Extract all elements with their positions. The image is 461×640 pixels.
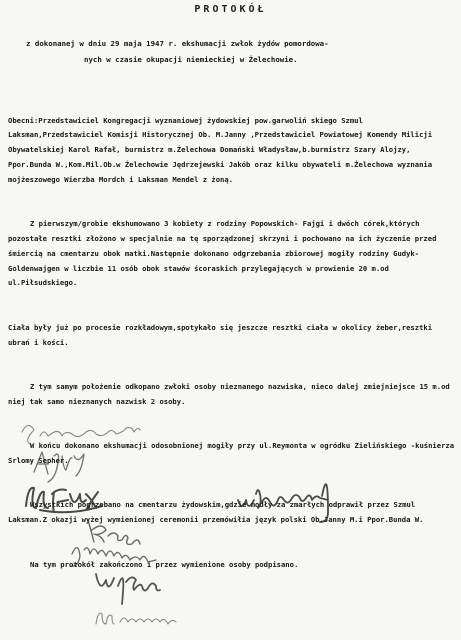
signature-4: [238, 484, 328, 522]
paragraph-unknown-persons: Z tym samym położenie odkopano zwłoki osoby nieznanego nazwiska, nieco dalej zmiejniejsce 15 m.od niej tak samo nieznanych nazwisk 2 osoby.: [8, 381, 455, 406]
signature-6: [70, 547, 156, 566]
signature-3: [26, 488, 102, 512]
signature-1: [22, 425, 140, 444]
signatures-block: [0, 410, 461, 640]
handwritten-signatures: [0, 410, 461, 640]
document-heading: [26, 36, 446, 68]
document-title: PROTOKÓŁ: [194, 4, 267, 15]
signature-8: [96, 613, 176, 624]
paragraph-closing: Na tym protokół zakończono i przez wymienione osoby podpisano.: [30, 559, 299, 569]
signature-5: [88, 520, 140, 544]
paragraph-remains-state: Ciała były już po procesie rozkładowym,spotykało się jeszcze resztki ciała w okolicy żeber,resztki ubrań i kości.: [8, 322, 437, 347]
signature-7: [96, 574, 160, 604]
signature-2: [34, 452, 84, 482]
heading-line-2: nych w czasie okupacji niemieckiej w Żelechowie.: [84, 55, 298, 64]
paragraph-attendees: Obecni:Przedstawiciel Kongregacji wyznaniowej żydowskiej pow.garwoliń skiego Szmul Laksman,Przedstawiciel Komisji Historycznej Ob. M.Janny ,Przedstawiciel Powiatowej Komendy Milicji Obywatelskiej Karol Rafał, burmistrz m.Żelechowa Domański Władysław,b.burmistrz Szary Alojzy, Ppor.Bunda W.,Kom.Mil.Ob.w Żelechowie Jędrzejewski Jakób oraz kilku obywateli m.Żelechowa wyznania mojżeszowego Wierzba Mordch i Laksman Mendel z żoną.: [8, 115, 437, 184]
paragraph-burial: Wszystkich pogrzebano na cmentarzu żydowskim,gdzie modły za zmarłych odprawił przez Szmul Laksman.Z okazji wyżej wymienionej ceremonii przemówiłia język polski Ob.Janny M.i Ppor.Bunda W.: [8, 500, 424, 525]
heading-line-1: z dokonanej w dniu 29 maja 1947 r. ekshumacji zwłok żydów pomordowa-: [26, 39, 329, 48]
paragraph-isolated-grave: W końcu dokonano ekshumacji odosobnionej mogiły przy ul.Reymonta w ogródku Zielińskiego -kuśnierza Srlomy Sepher.: [8, 441, 459, 465]
paragraph-first-grave: Z pierwszym/grobie ekshumowano 3 kobiety z rodziny Popowskich- Fajgi i dwóch córek,których pozostałe resztki złożono w specjalnie na tę sporządzonej skrzyni i pochowano na ich życzenie przed śmiercią na cmentarzu obok matki.Następnie dokonano odgrzebania zbiorowej mogiły rodziny Gudyk-Goldenwajgen w liczbie 11 osób obok stawów ścoraskich przylegających w prowienie 20 m.od ul.Piłsudskiego.: [8, 219, 441, 288]
